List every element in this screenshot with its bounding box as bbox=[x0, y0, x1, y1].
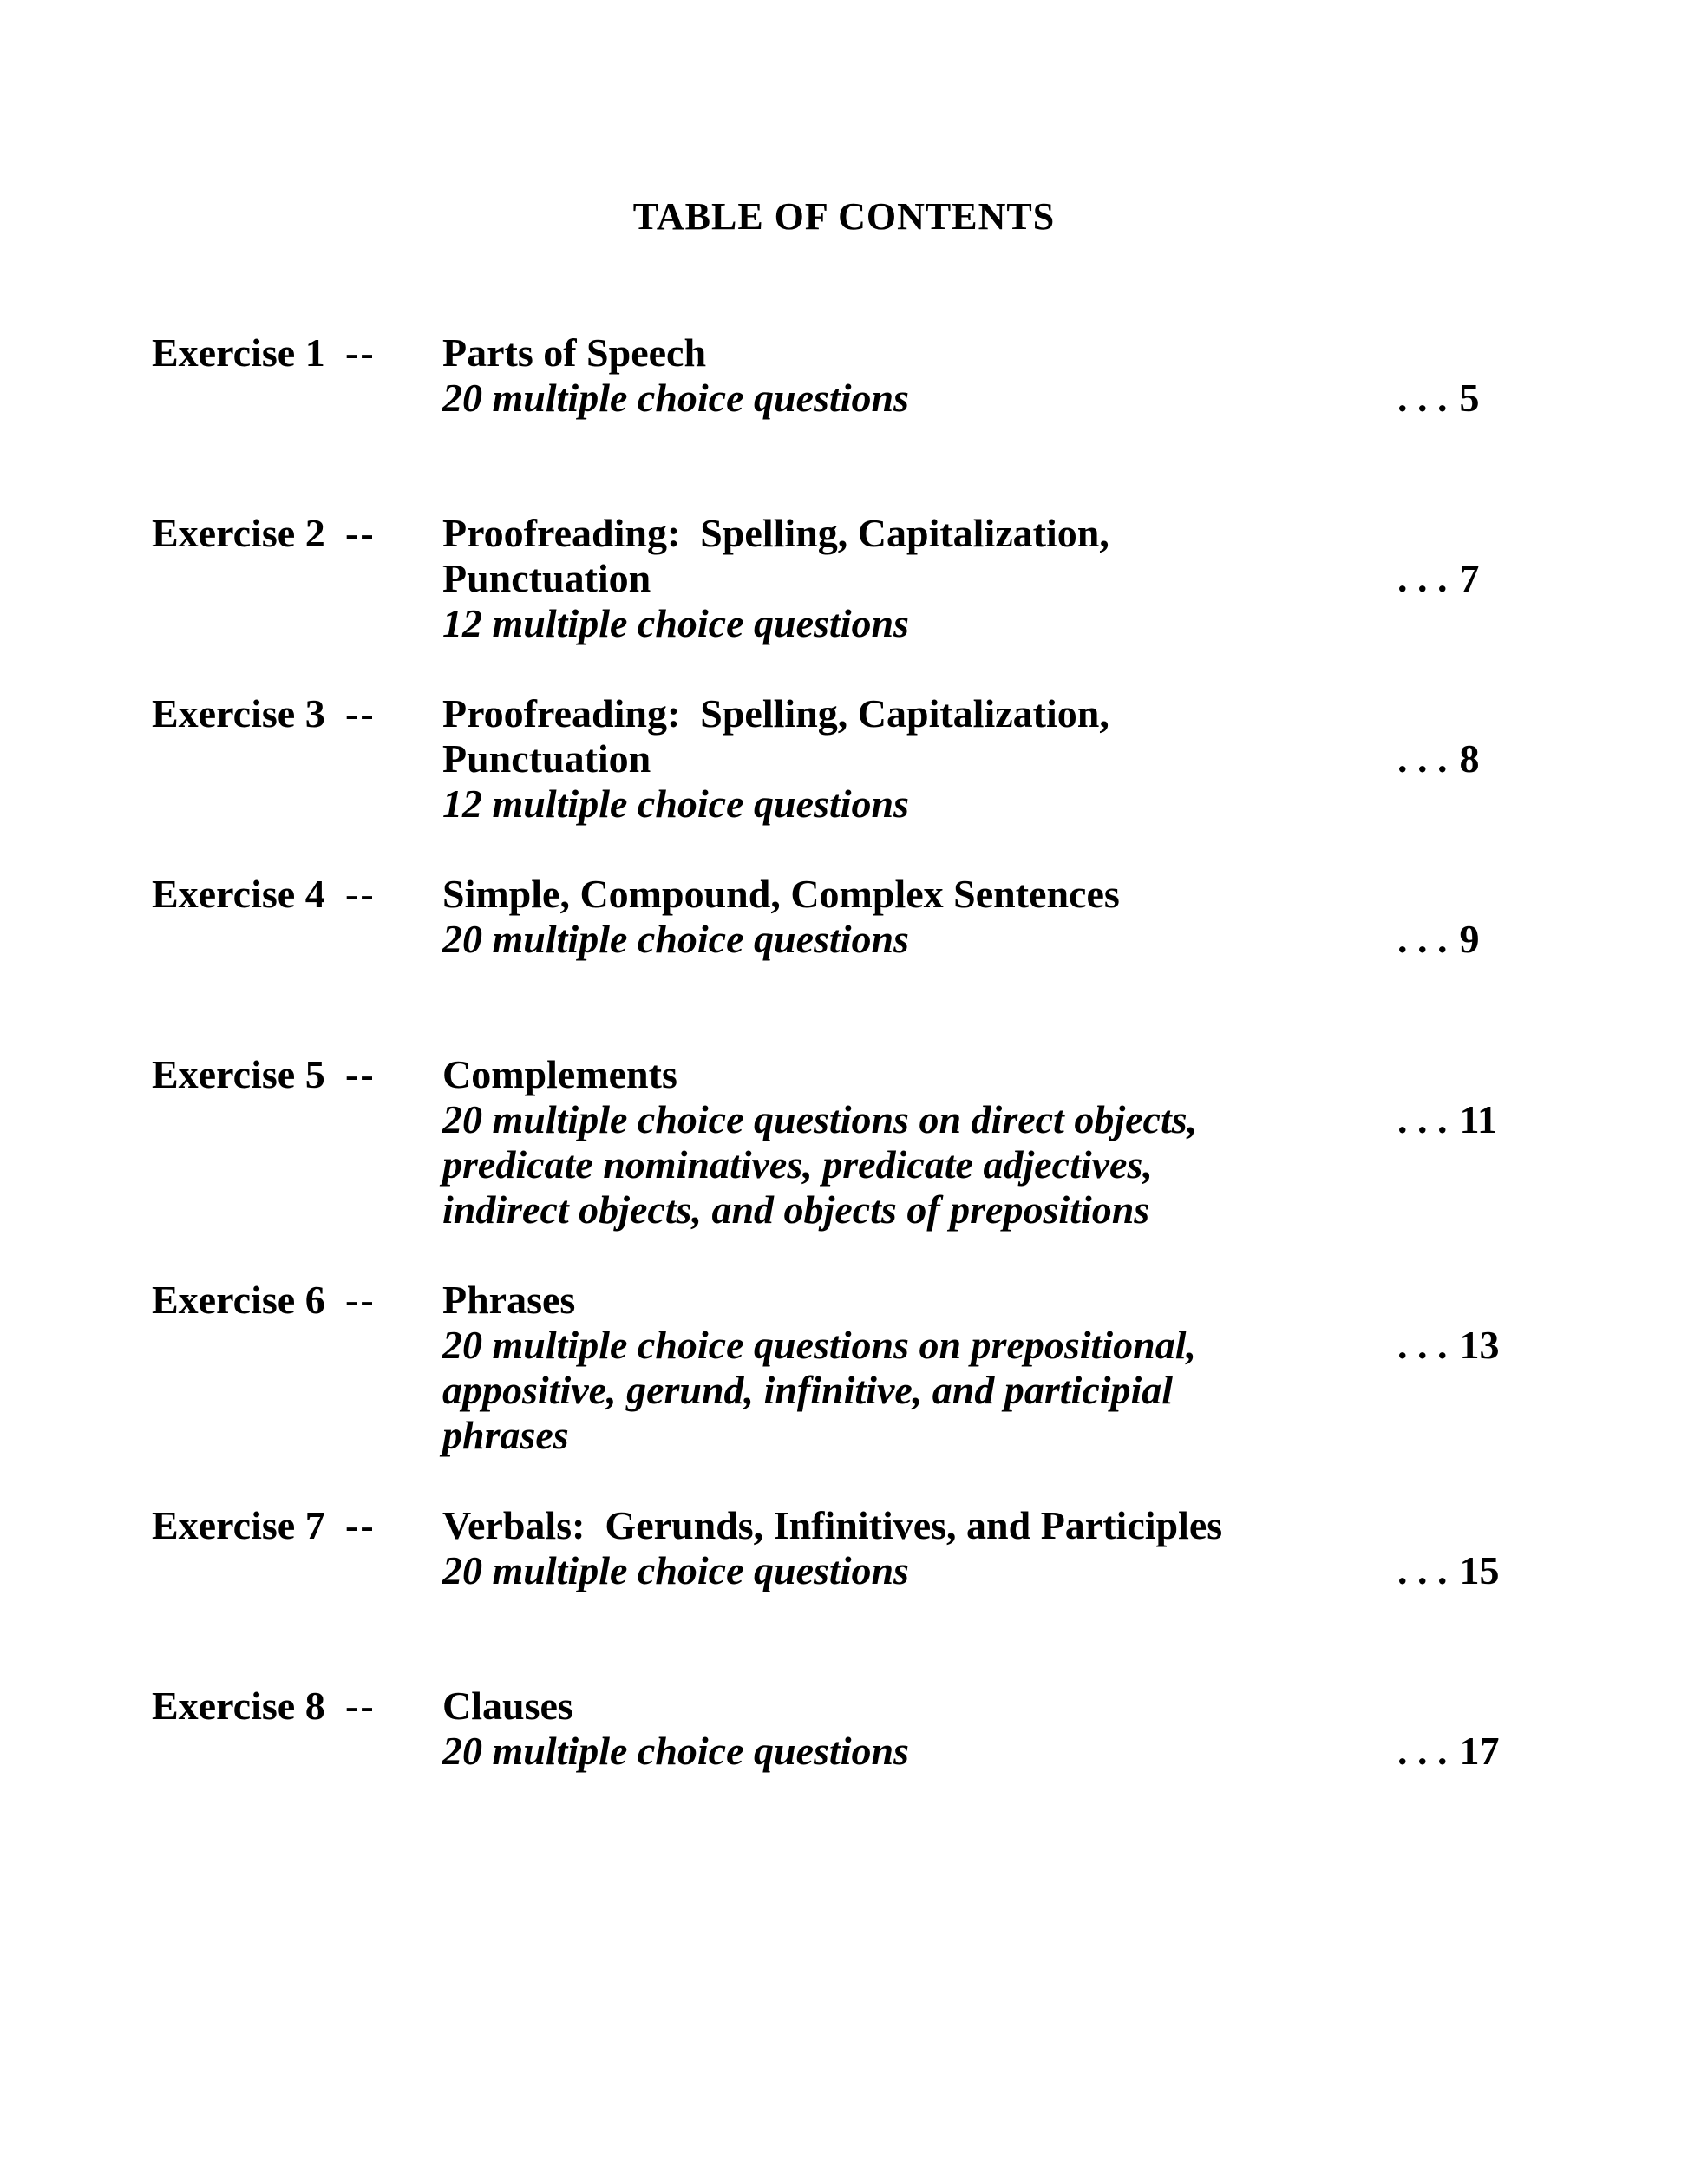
entry-page-ref bbox=[1338, 1278, 1500, 1413]
entry-title-line: Proofreading: Spelling, Capitalization, bbox=[442, 691, 1109, 736]
entry-exercise-label: Exercise 3 bbox=[152, 691, 325, 736]
entry-description-line: 12 multiple choice questions bbox=[442, 781, 909, 826]
entry-page-dots: . . . bbox=[1397, 1097, 1448, 1141]
entry-description-line: 20 multiple choice questions bbox=[442, 1548, 909, 1592]
entry-title-block bbox=[442, 1052, 1338, 1233]
entry-title-block bbox=[442, 691, 1338, 827]
entry-exercise-label: Exercise 8 bbox=[152, 1684, 325, 1728]
entry-title-line: Punctuation bbox=[442, 556, 651, 600]
entry-page-dots: . . . bbox=[1397, 736, 1448, 781]
entry-page-number: 11 bbox=[1459, 1097, 1497, 1141]
entry-page-dots: . . . bbox=[1397, 1323, 1448, 1367]
entry-description-line: 12 multiple choice questions bbox=[442, 601, 909, 645]
toc-entry bbox=[152, 691, 1688, 827]
toc-entry bbox=[152, 511, 1688, 646]
entry-separator: -- bbox=[345, 511, 376, 555]
toc-entries bbox=[152, 330, 1688, 1864]
entry-page-ref bbox=[1338, 691, 1480, 827]
entry-separator: -- bbox=[345, 1684, 376, 1728]
entry-title-block bbox=[442, 511, 1338, 646]
entry-exercise-label: Exercise 2 bbox=[152, 511, 325, 555]
entry-title-block bbox=[442, 872, 1338, 962]
entry-separator: -- bbox=[345, 1052, 376, 1096]
entry-exercise-label: Exercise 1 bbox=[152, 330, 325, 375]
entry-title-line: Complements bbox=[442, 1052, 677, 1096]
entry-title-line: Punctuation bbox=[442, 736, 651, 781]
entry-page-ref bbox=[1338, 1052, 1497, 1187]
entry-exercise-label: Exercise 5 bbox=[152, 1052, 325, 1096]
toc-entry bbox=[152, 330, 1688, 466]
entry-page-dots: . . . bbox=[1397, 1548, 1448, 1592]
toc-entry bbox=[152, 1684, 1688, 1819]
entry-title-line: Clauses bbox=[442, 1684, 573, 1728]
entry-page-number: 7 bbox=[1459, 556, 1480, 600]
entry-separator: -- bbox=[345, 1503, 376, 1547]
toc-entry bbox=[152, 872, 1688, 1007]
entry-separator: -- bbox=[345, 330, 376, 375]
entry-page-ref bbox=[1338, 1503, 1500, 1638]
entry-title-block bbox=[442, 1503, 1338, 1593]
entry-title-line: Parts of Speech bbox=[442, 330, 707, 375]
entry-exercise-label: Exercise 7 bbox=[152, 1503, 325, 1547]
entry-page-ref bbox=[1338, 330, 1480, 466]
entry-page-ref bbox=[1338, 872, 1480, 1007]
toc-entry bbox=[152, 1278, 1688, 1458]
entry-description-line: 20 multiple choice questions on direct objects, bbox=[442, 1097, 1198, 1141]
entry-title-block bbox=[442, 1684, 1338, 1774]
entry-page-number: 8 bbox=[1459, 736, 1480, 781]
entry-page-number: 17 bbox=[1459, 1729, 1500, 1773]
entry-page-dots: . . . bbox=[1397, 1729, 1448, 1773]
entry-exercise-label: Exercise 4 bbox=[152, 872, 325, 916]
entry-title-block bbox=[442, 330, 1338, 421]
entry-separator: -- bbox=[345, 872, 376, 916]
entry-page-number: 13 bbox=[1459, 1323, 1500, 1367]
entry-separator: -- bbox=[345, 691, 376, 736]
entry-page-dots: . . . bbox=[1397, 917, 1448, 961]
entry-description-line: indirect objects, and objects of prepositions bbox=[442, 1187, 1150, 1232]
entry-description-line: 20 multiple choice questions bbox=[442, 917, 909, 961]
entry-description-line: 20 multiple choice questions bbox=[442, 376, 909, 420]
entry-page-number: 9 bbox=[1459, 917, 1480, 961]
entry-title-line: Phrases bbox=[442, 1278, 576, 1322]
entry-page-ref bbox=[1338, 1684, 1500, 1819]
entry-page-dots: . . . bbox=[1397, 376, 1448, 420]
entry-page-dots: . . . bbox=[1397, 556, 1448, 600]
entry-description-line: predicate nominatives, predicate adjectives, bbox=[442, 1142, 1153, 1187]
entry-description-line: appositive, gerund, infinitive, and participial bbox=[442, 1368, 1174, 1412]
entry-description-line: 20 multiple choice questions on prepositional, bbox=[442, 1323, 1196, 1367]
entry-title-line: Verbals: Gerunds, Infinitives, and Participles bbox=[442, 1503, 1223, 1547]
page-title: TABLE OF CONTENTS bbox=[632, 195, 1056, 238]
entry-title-line: Proofreading: Spelling, Capitalization, bbox=[442, 511, 1109, 555]
entry-exercise-label: Exercise 6 bbox=[152, 1278, 325, 1322]
entry-title-line: Simple, Compound, Complex Sentences bbox=[442, 872, 1120, 916]
toc-entry bbox=[152, 1503, 1688, 1638]
entry-description-line: 20 multiple choice questions bbox=[442, 1729, 909, 1773]
entry-title-block bbox=[442, 1278, 1338, 1458]
toc-entry bbox=[152, 1052, 1688, 1233]
entry-page-number: 5 bbox=[1459, 376, 1480, 420]
entry-page-number: 15 bbox=[1459, 1548, 1500, 1592]
entry-description-line: phrases bbox=[442, 1413, 569, 1457]
entry-separator: -- bbox=[345, 1278, 376, 1322]
entry-page-ref bbox=[1338, 511, 1480, 646]
